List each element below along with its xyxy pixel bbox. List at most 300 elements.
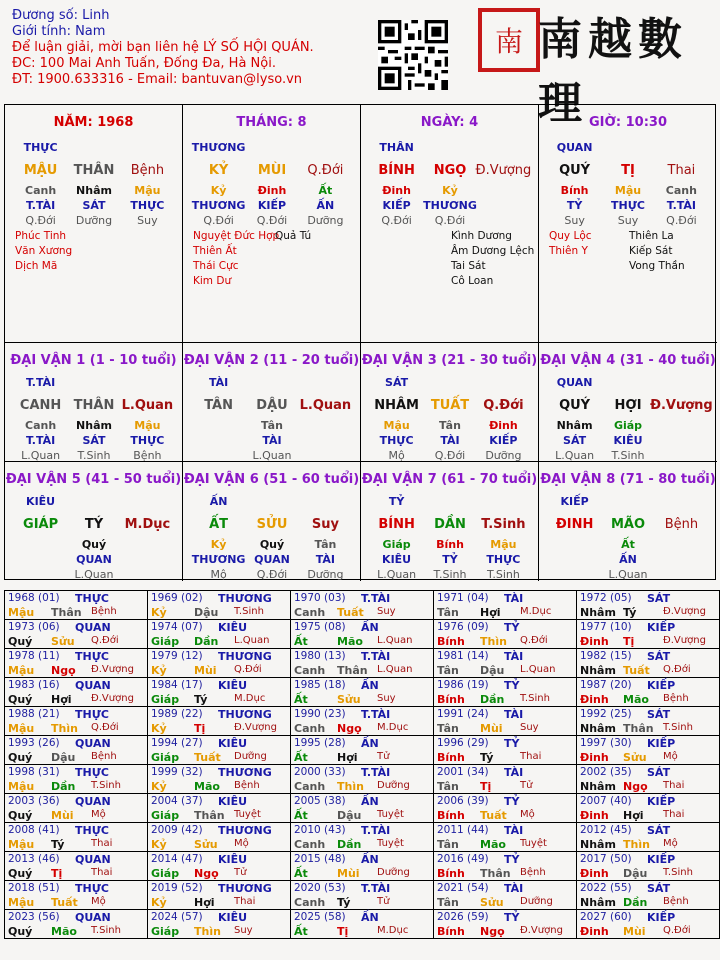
year-branch: Hợi	[51, 693, 72, 706]
year-stem: Tân	[437, 664, 459, 677]
pillar-item: TÂN	[204, 398, 233, 413]
pillar-item: THƯƠNG	[423, 199, 477, 212]
seal-icon: 南	[478, 8, 540, 72]
year-phase: T.Sinh	[91, 780, 121, 791]
year-god: THƯƠNG	[218, 592, 272, 605]
year-phase: Đ.Vượng	[91, 664, 134, 675]
pillar-item: SÁT	[385, 376, 409, 389]
pillar-item: Bính	[436, 538, 464, 551]
year-label: 2001 (34)	[437, 766, 489, 778]
year-row	[5, 794, 720, 823]
pillar-item: Bệnh	[664, 517, 699, 532]
year-god: SÁT	[647, 882, 671, 895]
pillar-item: M.Dục	[124, 517, 171, 532]
pillar-item: THÂN	[379, 141, 414, 154]
pillar-item: THƯƠNG	[191, 553, 246, 566]
year-god: T.TÀI	[361, 882, 391, 895]
year-stem: Canh	[294, 664, 326, 677]
pillar-item: Q.Đới	[434, 214, 466, 227]
pillar-cell	[183, 462, 361, 581]
year-branch: Thìn	[623, 838, 650, 851]
pillar-item: Canh	[665, 184, 697, 197]
year-god: THỰC	[75, 650, 109, 663]
year-cell	[148, 794, 291, 823]
pillar-item: KIÊU	[26, 495, 56, 508]
year-god: QUAN	[75, 737, 111, 750]
year-label: 1991 (24)	[437, 708, 489, 720]
pillar-item: KIẾP	[257, 199, 287, 212]
year-cell	[577, 591, 720, 620]
year-phase: Tuyệt	[234, 809, 261, 820]
year-stem: Bính	[437, 925, 465, 938]
year-label: 1985 (18)	[294, 679, 346, 691]
year-branch: Mão	[337, 635, 363, 648]
pillar-item: QUÝ	[559, 163, 591, 178]
year-phase: Tuyệt	[377, 838, 404, 849]
year-god: ẤN	[361, 853, 379, 866]
year-stem: Đinh	[580, 693, 609, 706]
year-god: TÀI	[504, 592, 524, 605]
year-phase: Mộ	[520, 809, 535, 820]
year-cell	[148, 707, 291, 736]
qr-code-icon[interactable]	[378, 20, 448, 90]
year-branch: Tị	[51, 867, 63, 880]
year-god: SÁT	[647, 592, 671, 605]
year-stem: Giáp	[151, 751, 180, 764]
year-row	[5, 765, 720, 794]
year-phase: Tử	[234, 867, 247, 878]
year-stem: Kỷ	[151, 896, 167, 909]
year-cell	[148, 736, 291, 765]
year-stem: Ất	[294, 751, 308, 764]
pillar-item: L.Quan	[21, 449, 61, 462]
pillar-item: Q.Đới	[381, 214, 412, 227]
year-cell	[148, 649, 291, 678]
year-phase: Bệnh	[663, 693, 689, 704]
year-stem: Bính	[437, 693, 465, 706]
pillar-item: MẬU	[23, 163, 58, 178]
year-cell	[577, 649, 720, 678]
year-cell	[5, 823, 148, 852]
year-stem: Canh	[294, 780, 326, 793]
year-branch: Tị	[623, 635, 635, 648]
year-branch: Tý	[480, 751, 494, 764]
owner-name: Đương số: Linh	[12, 8, 110, 23]
year-branch: Tý	[623, 606, 637, 619]
year-god: KIẾP	[647, 621, 676, 634]
year-stem: Ất	[294, 635, 308, 648]
year-cell	[5, 678, 148, 707]
pillar-item: KIÊU	[613, 434, 643, 447]
year-god: TÀI	[504, 824, 524, 837]
year-label: 1971 (04)	[437, 592, 489, 604]
year-label: 2009 (42)	[151, 824, 203, 836]
pillar-title: ĐẠI VẬN 1 (1 - 10 tuổi)	[10, 353, 177, 368]
year-phase: Q.Đới	[91, 722, 119, 733]
year-stem: Quý	[8, 925, 33, 938]
year-cell	[291, 707, 434, 736]
year-stem: Nhâm	[580, 664, 616, 677]
pillar-item: BÍNH	[378, 517, 415, 532]
year-phase: Tuyệt	[520, 838, 547, 849]
pillar-item: Q.Đới	[483, 398, 524, 413]
year-phase: L.Quan	[234, 635, 270, 646]
year-label: 1993 (26)	[8, 737, 60, 749]
year-cell	[577, 707, 720, 736]
year-label: 2026 (59)	[437, 911, 489, 923]
year-label: 2020 (53)	[294, 882, 346, 894]
year-label: 1980 (13)	[294, 650, 346, 662]
year-branch: Ngọ	[51, 664, 76, 677]
year-phase: Đ.Vượng	[520, 925, 563, 936]
pillar-item: Suy	[617, 214, 639, 227]
star-list: Quả Tú	[275, 230, 312, 242]
year-label: 2023 (56)	[8, 911, 60, 923]
year-phase: T.Sinh	[234, 606, 264, 617]
pillar-item: Mậu	[490, 538, 517, 551]
pillar-item: L.Quan	[377, 568, 417, 581]
year-god: QUAN	[75, 795, 111, 808]
year-phase: Thai	[520, 751, 542, 762]
year-label: 1986 (19)	[437, 679, 489, 691]
year-cell	[434, 649, 577, 678]
pillar-item: L.Quan	[252, 449, 292, 462]
year-cell	[291, 678, 434, 707]
pillar-item: Nhâm	[556, 419, 593, 432]
pillar-cell	[183, 105, 361, 343]
pillar-cell	[539, 343, 717, 462]
year-cell	[577, 881, 720, 910]
pillar-item: SÁT	[82, 434, 106, 447]
year-phase: Tuyệt	[377, 809, 404, 820]
year-label: 1976 (09)	[437, 621, 489, 633]
year-god: QUAN	[75, 853, 111, 866]
year-branch: Mùi	[194, 664, 217, 677]
pillar-item: Quý	[259, 538, 285, 551]
pillar-title: ĐẠI VẬN 7 (61 - 70 tuổi)	[361, 472, 538, 487]
pillar-title: ĐẠI VẬN 6 (51 - 60 tuổi)	[183, 472, 360, 487]
year-stem: Ất	[294, 809, 308, 822]
year-god: SÁT	[647, 650, 671, 663]
year-phase: Q.Đới	[663, 925, 691, 936]
year-label: 2011 (44)	[437, 824, 489, 836]
year-stem: Quý	[8, 809, 33, 822]
year-phase: M.Dục	[377, 925, 409, 936]
year-god: TỶ	[504, 737, 520, 750]
year-branch: Tý	[337, 896, 351, 909]
pillar-item: QUÝ	[559, 398, 591, 413]
year-phase: Bệnh	[520, 867, 546, 878]
pillar-item: Tân	[439, 419, 461, 432]
year-god: ẤN	[361, 911, 379, 924]
pillar-item: ẤN	[316, 199, 335, 212]
year-stem: Giáp	[151, 635, 180, 648]
pillar-cell	[5, 462, 183, 581]
pillar-item: Dưỡng	[75, 214, 113, 227]
year-cell	[291, 736, 434, 765]
pillar-item: Dưỡng	[307, 568, 344, 581]
pillar-cell	[5, 105, 183, 343]
year-god: T.TÀI	[361, 592, 391, 605]
year-phase: Mộ	[234, 838, 249, 849]
year-label: 1968 (01)	[8, 592, 60, 604]
year-stem: Đinh	[580, 925, 609, 938]
year-phase: T.Sinh	[91, 925, 121, 936]
year-stem: Giáp	[151, 693, 180, 706]
year-branch: Hợi	[194, 896, 215, 909]
year-branch: Thân	[480, 867, 511, 880]
year-phase: Tử	[377, 896, 390, 907]
year-phase: M.Dục	[234, 693, 266, 704]
year-label: 1984 (17)	[151, 679, 203, 691]
year-cell	[434, 852, 577, 881]
year-phase: Thai	[91, 838, 113, 849]
pillar-item: Kỷ	[210, 184, 227, 197]
year-phase: Thai	[91, 867, 113, 878]
year-god: THƯƠNG	[218, 650, 272, 663]
year-cell	[148, 620, 291, 649]
pillar-title: ĐẠI VẬN 3 (21 - 30 tuổi)	[361, 353, 538, 368]
year-stem: Kỷ	[151, 606, 167, 619]
pillar-item: Đinh	[382, 184, 411, 197]
pillar-item: Giáp	[382, 538, 411, 551]
pillar-item: Mậu	[134, 419, 161, 432]
year-god: SÁT	[647, 708, 671, 721]
year-phase: Suy	[377, 693, 396, 704]
pillar-title: NGÀY: 4	[420, 115, 479, 130]
pillar-item: TỊ	[621, 163, 635, 178]
year-label: 2025 (58)	[294, 911, 346, 923]
year-god: TÀI	[504, 650, 524, 663]
year-branch: Mùi	[51, 809, 74, 822]
year-label: 1999 (32)	[151, 766, 203, 778]
year-cell	[434, 620, 577, 649]
year-phase: Đ.Vượng	[663, 606, 706, 617]
year-god: KIẾP	[647, 795, 676, 808]
year-branch: Mão	[51, 925, 77, 938]
year-phase: Đ.Vượng	[663, 635, 706, 646]
pillar-item: Q.Đới	[434, 449, 466, 462]
year-branch: Mùi	[337, 867, 360, 880]
year-branch: Mùi	[623, 925, 646, 938]
pillar-item: T.Sinh	[77, 449, 111, 462]
year-label: 2016 (49)	[437, 853, 489, 865]
year-god: TÀI	[504, 766, 524, 779]
year-cell	[291, 881, 434, 910]
pillar-item: ẤN	[619, 553, 637, 566]
year-branch: Tý	[51, 838, 65, 851]
year-label: 2008 (41)	[8, 824, 60, 836]
year-label: 1987 (20)	[580, 679, 632, 691]
year-god: T.TÀI	[361, 824, 391, 837]
pillar-cell	[5, 343, 183, 462]
year-label: 2024 (57)	[151, 911, 203, 923]
year-phase: L.Quan	[377, 635, 413, 646]
pillar-item: TÀI	[440, 434, 460, 447]
pillar-item: Q.Đới	[25, 214, 56, 227]
year-cell	[5, 852, 148, 881]
year-branch: Thân	[51, 606, 82, 619]
year-phase: Đ.Vượng	[91, 693, 134, 704]
year-phase: Q.Đới	[663, 664, 691, 675]
pillar-item: THƯƠNG	[191, 141, 246, 154]
pillar-item: L.Quan	[121, 398, 174, 413]
pillar-item: THỰC	[23, 141, 58, 154]
pillar-item: Dưỡng	[485, 449, 522, 462]
year-cell	[5, 910, 148, 939]
year-branch: Sửu	[480, 896, 504, 909]
year-god: QUAN	[75, 621, 111, 634]
pillar-item: TÀI	[315, 553, 336, 566]
year-branch: Tuất	[480, 809, 507, 822]
year-cell	[434, 707, 577, 736]
year-cell	[291, 910, 434, 939]
year-stem: Mậu	[8, 722, 35, 735]
year-phase: Đ.Vượng	[234, 722, 277, 733]
year-phase: Mộ	[91, 809, 106, 820]
year-cell	[5, 591, 148, 620]
year-stem: Tân	[437, 722, 459, 735]
year-phase: Dưỡng	[520, 896, 553, 907]
year-god: KIẾP	[647, 679, 676, 692]
year-branch: Dậu	[51, 751, 76, 764]
year-label: 1997 (30)	[580, 737, 632, 749]
year-stem: Tân	[437, 838, 459, 851]
year-phase: T.Sinh	[663, 867, 693, 878]
gender: Giới tính: Nam	[12, 24, 106, 39]
year-branch: Tị	[337, 925, 349, 938]
year-stem: Canh	[294, 838, 326, 851]
year-god: THỰC	[75, 882, 109, 895]
year-branch: Tuất	[623, 664, 650, 677]
year-god: KIÊU	[218, 679, 248, 692]
pillar-cell	[361, 343, 539, 462]
year-stem: Tân	[437, 896, 459, 909]
year-label: 1988 (21)	[8, 708, 60, 720]
year-stem: Giáp	[151, 809, 180, 822]
pillar-title: ĐẠI VẬN 2 (11 - 20 tuổi)	[183, 353, 360, 368]
year-cell	[434, 765, 577, 794]
year-phase: Suy	[377, 606, 396, 617]
pillar-item: Tân	[261, 419, 283, 432]
year-cell	[434, 881, 577, 910]
year-phase: Mộ	[91, 896, 106, 907]
year-branch: Dậu	[194, 606, 219, 619]
pillar-item: T.TÀI	[25, 434, 56, 447]
year-branch: Thân	[194, 809, 225, 822]
year-god: TỶ	[504, 853, 520, 866]
year-branch: Mùi	[480, 722, 503, 735]
year-branch: Hợi	[480, 606, 501, 619]
year-cell	[148, 678, 291, 707]
year-cell	[291, 649, 434, 678]
year-god: KIÊU	[218, 737, 248, 750]
address: ĐC: 100 Mai Anh Tuấn, Đống Đa, Hà Nội.	[12, 56, 276, 71]
pillar-cell	[361, 462, 539, 581]
year-branch: Dần	[194, 635, 219, 648]
year-phase: L.Quan	[377, 664, 413, 675]
year-cell	[577, 910, 720, 939]
year-label: 1992 (25)	[580, 708, 632, 720]
pillar-item: Mộ	[210, 568, 227, 581]
pillar-item: TÝ	[84, 517, 104, 532]
year-branch: Sửu	[623, 751, 647, 764]
pillar-item: TỶ	[442, 553, 458, 566]
year-cell	[291, 591, 434, 620]
pillar-item: THỰC	[486, 553, 521, 566]
pillar-item: Nhâm	[76, 184, 112, 197]
year-god: THƯƠNG	[218, 766, 272, 779]
pillar-item: QUAN	[76, 553, 112, 566]
pillar-item: Q.Đới	[307, 163, 344, 178]
star-list: Nguyệt Đức Hợp Thiên Ất Thái Cực Kim Dư	[193, 230, 280, 287]
star-list: Thiên La Kiếp Sát Vong Thần	[629, 230, 685, 272]
year-cell	[5, 881, 148, 910]
year-god: KIÊU	[218, 911, 248, 924]
year-row	[5, 736, 720, 765]
year-god: T.TÀI	[361, 650, 391, 663]
year-branch: Mão	[480, 838, 506, 851]
star-list: Quy Lộc Thiên Y	[549, 230, 592, 257]
year-cell	[291, 852, 434, 881]
pillar-item: Canh	[25, 184, 57, 197]
year-label: 2004 (37)	[151, 795, 203, 807]
logo-text: 南越數理	[538, 14, 688, 129]
year-label: 2005 (38)	[294, 795, 346, 807]
pillar-grid	[4, 104, 716, 580]
pillar-item: Quý	[81, 538, 107, 551]
pillar-item: Đ.Vượng	[475, 163, 532, 178]
pillar-item: Dưỡng	[307, 214, 344, 227]
pillar-item: Thai	[667, 163, 696, 178]
year-branch: Ngọ	[623, 780, 648, 793]
year-god: TỶ	[504, 679, 520, 692]
year-phase: Tử	[377, 751, 390, 762]
year-god: KIẾP	[647, 911, 676, 924]
year-label: 1998 (31)	[8, 766, 60, 778]
year-phase: Thai	[663, 809, 685, 820]
year-god: TỶ	[504, 795, 520, 808]
pillar-item: ẤN	[209, 495, 228, 508]
pillar-item: Tân	[314, 538, 337, 551]
pillar-item: Canh	[25, 419, 57, 432]
pillar-item: THỰC	[130, 434, 165, 447]
pillar-item: Ất	[318, 184, 333, 197]
year-stem: Kỷ	[151, 780, 167, 793]
year-stem: Bính	[437, 867, 465, 880]
year-god: KIÊU	[218, 795, 248, 808]
year-label: 2013 (46)	[8, 853, 60, 865]
pillar-item: T.TÀI	[25, 376, 56, 389]
star-list: Kình Dương Âm Dương Lệch Tai Sát Cô Loan	[451, 230, 535, 287]
year-branch: Thìn	[337, 780, 364, 793]
year-cell	[5, 620, 148, 649]
year-branch: Tị	[480, 780, 492, 793]
year-label: 1978 (11)	[8, 650, 60, 662]
year-cell	[291, 765, 434, 794]
year-branch: Dần	[51, 780, 76, 793]
year-god: KIÊU	[218, 621, 248, 634]
pillar-item: TUẤT	[430, 398, 470, 413]
pillar-item: THÂN	[73, 163, 115, 178]
year-phase: Thai	[663, 780, 685, 791]
year-branch: Sửu	[337, 693, 361, 706]
year-stem: Mậu	[8, 780, 35, 793]
pillar-item: Giáp	[613, 419, 643, 432]
pillar-item: L.Quan	[299, 398, 352, 413]
year-stem: Quý	[8, 867, 33, 880]
pillar-item: DẦN	[434, 517, 466, 532]
